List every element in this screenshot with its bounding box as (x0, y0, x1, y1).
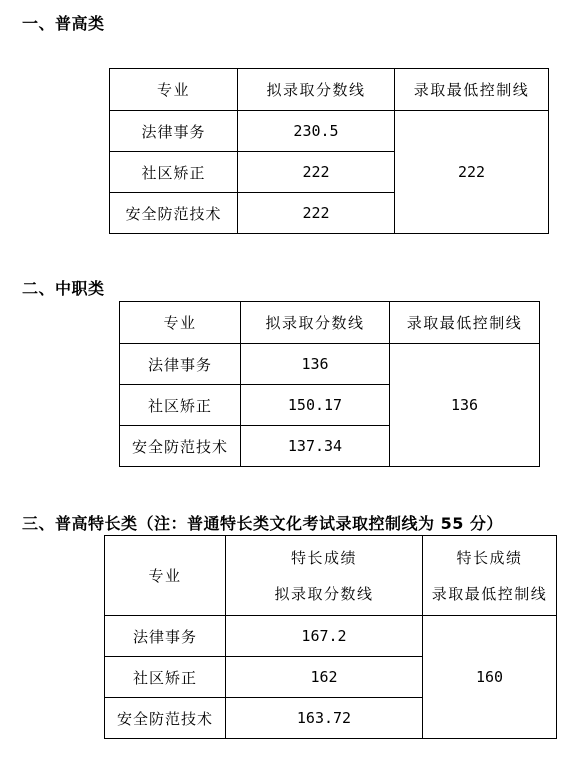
min-line-cell: 222 (395, 111, 549, 234)
major-cell: 社区矫正 (105, 657, 226, 698)
table-header-row (105, 536, 557, 616)
section-heading-vocational: 二、中职类 (22, 279, 105, 298)
score-cell: 222 (238, 193, 395, 234)
section-heading-general: 一、普高类 (22, 14, 105, 33)
table-row (120, 344, 540, 385)
header-min-line (423, 536, 557, 616)
admission-table-vocational (119, 301, 540, 467)
score-cell: 230.5 (238, 111, 395, 152)
major-cell: 安全防范技术 (120, 426, 241, 467)
header-min-line: 录取最低控制线 (390, 302, 540, 344)
min-line-cell: 160 (423, 616, 557, 739)
major-cell: 法律事务 (110, 111, 238, 152)
admission-table-general (109, 68, 549, 234)
major-cell: 社区矫正 (120, 385, 241, 426)
header-major: 专业 (105, 536, 226, 616)
score-cell: 163.72 (226, 698, 423, 739)
major-cell: 安全防范技术 (110, 193, 238, 234)
admission-table-specialty (104, 535, 557, 739)
header-min-line-line1: 特长成绩 (456, 548, 523, 567)
table-header-row (120, 302, 540, 344)
score-cell: 222 (238, 152, 395, 193)
header-score-line1: 特长成绩 (290, 548, 357, 567)
header-score: 拟录取分数线 (238, 69, 395, 111)
header-score: 拟录取分数线 (241, 302, 390, 344)
header-score-line2: 拟录取分数线 (274, 584, 374, 603)
header-major: 专业 (120, 302, 241, 344)
major-cell: 安全防范技术 (105, 698, 226, 739)
section-heading-specialty: 三、普高特长类（注：普通特长类文化考试录取控制线为 55 分） (22, 514, 503, 533)
table-header-row (110, 69, 549, 111)
header-min-line-line2: 录取最低控制线 (431, 584, 548, 603)
score-cell: 167.2 (226, 616, 423, 657)
table-row (110, 111, 549, 152)
table-row (105, 616, 557, 657)
header-min-line: 录取最低控制线 (395, 69, 549, 111)
major-cell: 社区矫正 (110, 152, 238, 193)
score-cell: 150.17 (241, 385, 390, 426)
major-cell: 法律事务 (105, 616, 226, 657)
header-major: 专业 (110, 69, 238, 111)
score-cell: 162 (226, 657, 423, 698)
major-cell: 法律事务 (120, 344, 241, 385)
min-line-cell: 136 (390, 344, 540, 467)
score-cell: 137.34 (241, 426, 390, 467)
score-cell: 136 (241, 344, 390, 385)
header-score (226, 536, 423, 616)
